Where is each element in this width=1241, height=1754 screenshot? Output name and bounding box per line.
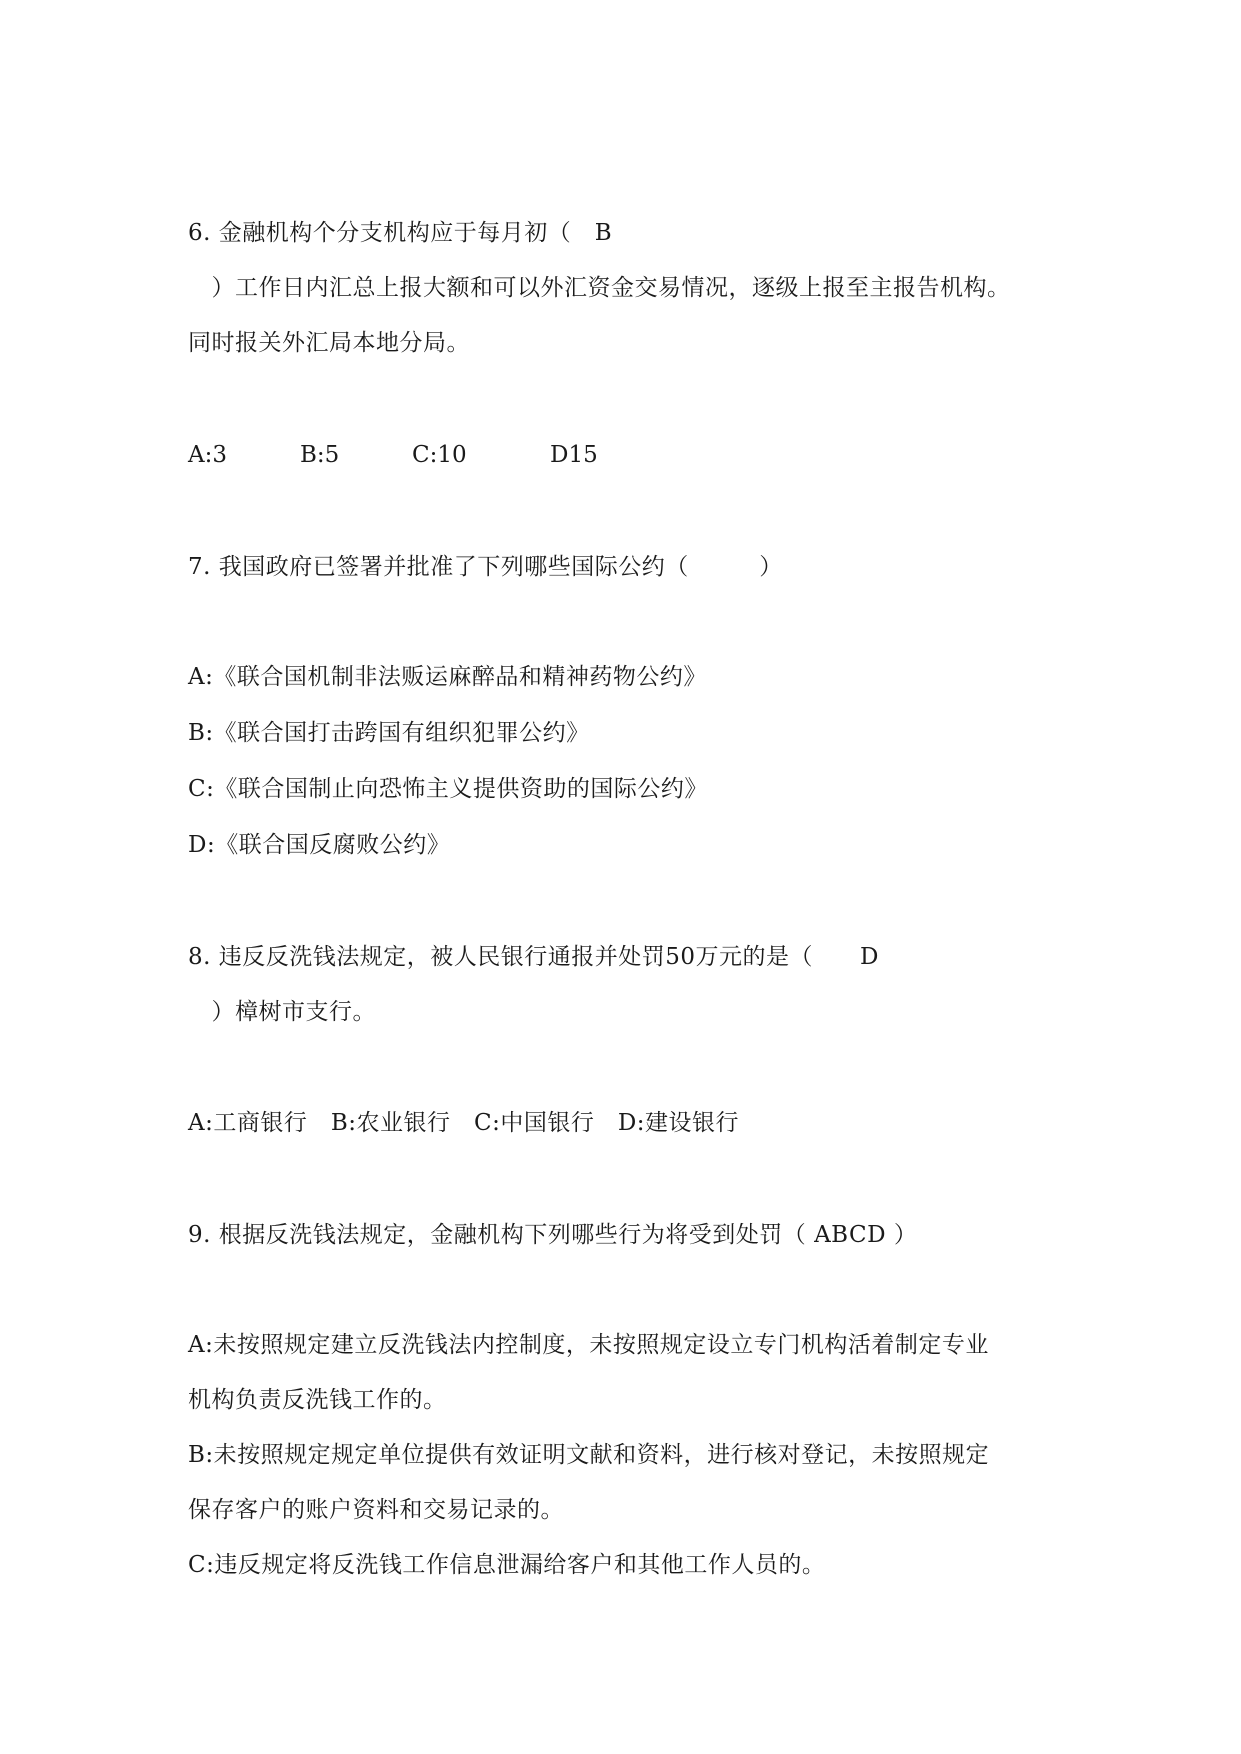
q7-line-1: 7. 我国政府已签署并批准了下列哪些国际公约（ ） xyxy=(188,554,783,580)
q7-option-d: D:《联合国反腐败公约》 xyxy=(188,832,451,858)
q9-option-b-line-1: B:未按照规定规定单位提供有效证明文献和资料，进行核对登记，未按照规定 xyxy=(188,1442,990,1468)
q8-options: A:工商银行 B:农业银行 C:中国银行 D:建设银行 xyxy=(188,1110,740,1136)
q6-option-a: A:3 xyxy=(188,442,227,468)
q8-line-2: ）樟树市支行。 xyxy=(188,999,376,1025)
q8-line-1: 8. 违反反洗钱法规定，被人民银行通报并处罚50万元的是（ D xyxy=(188,944,879,970)
q9-option-a-line-2: 机构负责反洗钱工作的。 xyxy=(188,1387,447,1413)
q7-option-b: B:《联合国打击跨国有组织犯罪公约》 xyxy=(188,720,590,746)
q7-option-c: C:《联合国制止向恐怖主义提供资助的国际公约》 xyxy=(188,776,708,802)
q6-option-c: C:10 xyxy=(412,442,467,468)
q6-option-d: D15 xyxy=(550,442,598,468)
q7-option-a: A:《联合国机制非法贩运麻醉品和精神药物公约》 xyxy=(188,664,707,690)
q9-line-1: 9. 根据反洗钱法规定，金融机构下列哪些行为将受到处罚（ ABCD ） xyxy=(188,1222,918,1248)
q6-option-b: B:5 xyxy=(300,442,340,468)
q9-option-c: C:违反规定将反洗钱工作信息泄漏给客户和其他工作人员的。 xyxy=(188,1552,826,1578)
q9-option-a-line-1: A:未按照规定建立反洗钱法内控制度，未按照规定设立专门机构活着制定专业 xyxy=(188,1332,989,1358)
q6-line-1: 6. 金融机构个分支机构应于每月初（ B xyxy=(188,220,613,246)
q6-line-3: 同时报关外汇局本地分局。 xyxy=(188,330,470,356)
q6-line-2: ）工作日内汇总上报大额和可以外汇资金交易情况，逐级上报至主报告机构。 xyxy=(188,275,1011,301)
q9-option-b-line-2: 保存客户的账户资料和交易记录的。 xyxy=(188,1497,564,1523)
